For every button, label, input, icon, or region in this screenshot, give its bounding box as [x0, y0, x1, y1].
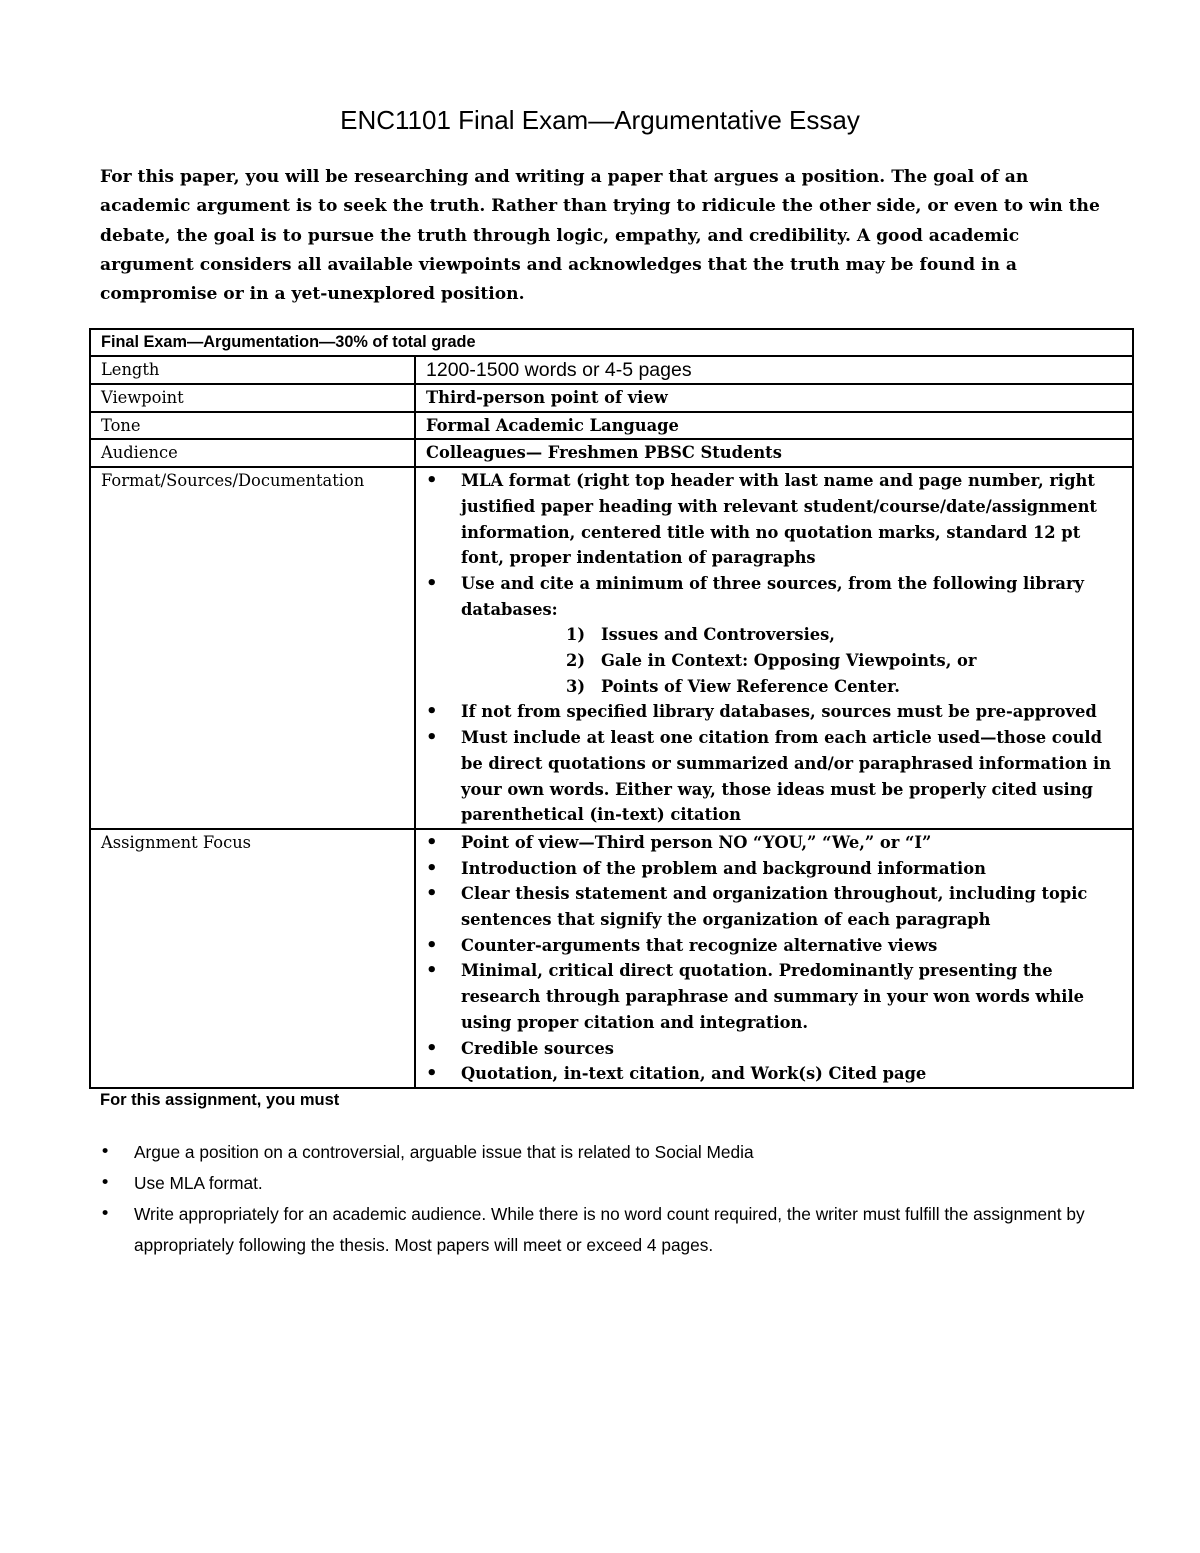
list-item: • Must include at least one citation from each article used—those could be direct quotations or summarized and/or paraphrased information in your own words. Either way, those ideas must be properly cited using parenthetical (in-text) citation [426, 725, 1124, 828]
database-item [566, 674, 1124, 700]
tone-value: Formal Academic Language [415, 412, 1133, 440]
table-header: Final Exam—Argumentation—30% of total grade [90, 329, 1133, 356]
format-value [415, 467, 1133, 829]
focus-value [415, 829, 1133, 1088]
table-row [90, 384, 1133, 412]
database-name: Gale in Context: Opposing Viewpoints, or [601, 651, 977, 671]
focus-label: Assignment Focus [90, 829, 415, 1088]
requirements-list [100, 1137, 1110, 1261]
requirements-heading: For this assignment, you must [100, 1091, 340, 1109]
list-item: • Point of view—Third person NO “YOU,” “We,” or “I” [426, 830, 1124, 856]
page-title: ENC1101 Final Exam—Argumentative Essay [340, 105, 860, 135]
database-name: Points of View Reference Center. [601, 676, 900, 696]
table-row [90, 412, 1133, 440]
viewpoint-value: Third-person point of view [415, 384, 1133, 412]
list-item-text: Use and cite a minimum of three sources, from the following library databases: [461, 573, 1084, 619]
format-label: Format/Sources/Documentation [90, 467, 415, 829]
table-row [90, 467, 1133, 829]
table-row [90, 439, 1133, 467]
list-item: • Quotation, in-text citation, and Work(s) Cited page [426, 1061, 1124, 1087]
list-item: • Use MLA format. [100, 1168, 1110, 1199]
list-item: • Counter-arguments that recognize alternative views [426, 933, 1124, 959]
length-label: Length [90, 356, 415, 384]
list-item: • Clear thesis statement and organization throughout, including topic sentences that signify the organization of each paragraph [426, 881, 1124, 932]
length-value: 1200-1500 words or 4-5 pages [415, 356, 1133, 384]
requirements-table [89, 328, 1134, 1089]
table-row [90, 829, 1133, 1088]
list-item: • Minimal, critical direct quotation. Predominantly presenting the research through paraphrase and summary in your won words while using proper citation and integration. [426, 958, 1124, 1035]
list-item: • MLA format (right top header with last name and page number, right justified paper heading with relevant student/course/date/assignment information, centered title with no quotation marks, standard 12 pt font, proper indentation of paragraphs [426, 468, 1124, 571]
viewpoint-label: Viewpoint [90, 384, 415, 412]
intro-paragraph: For this paper, you will be researching and writing a paper that argues a position. The goal of an academic argument is to seek the truth. Rather than trying to ridicule the other side, or even to win the debate, the goal is to pursue the truth through logic, empathy, and credibility. A good academic argument considers all available viewpoints and acknowledges that the truth may be found in a compromise or in a yet-unexplored position. [100, 167, 1100, 305]
tone-label: Tone [90, 412, 415, 440]
table-row [90, 356, 1133, 384]
list-item: • If not from specified library databases, sources must be pre-approved [426, 699, 1124, 725]
list-item [426, 571, 1124, 700]
list-item: • Credible sources [426, 1036, 1124, 1062]
database-name: Issues and Controversies, [601, 625, 835, 645]
table-header-row [90, 329, 1133, 356]
database-number: 2) [566, 651, 586, 671]
list-item: • Introduction of the problem and background information [426, 856, 1124, 882]
database-number: 3) [566, 676, 586, 696]
audience-value: Colleagues— Freshmen PBSC Students [415, 439, 1133, 467]
list-item: • Write appropriately for an academic audience. While there is no word count required, the writer must fulfill the assignment by appropriately following the thesis. Most papers will meet or exceed 4 pages. [100, 1199, 1110, 1261]
database-number: 1) [566, 625, 586, 645]
database-list [461, 622, 1124, 699]
audience-label: Audience [90, 439, 415, 467]
database-item [566, 622, 1124, 648]
list-item: • Argue a position on a controversial, arguable issue that is related to Social Media [100, 1137, 1110, 1168]
focus-bullet-list [426, 830, 1124, 1087]
format-bullet-list [426, 468, 1124, 828]
database-item [566, 648, 1124, 674]
